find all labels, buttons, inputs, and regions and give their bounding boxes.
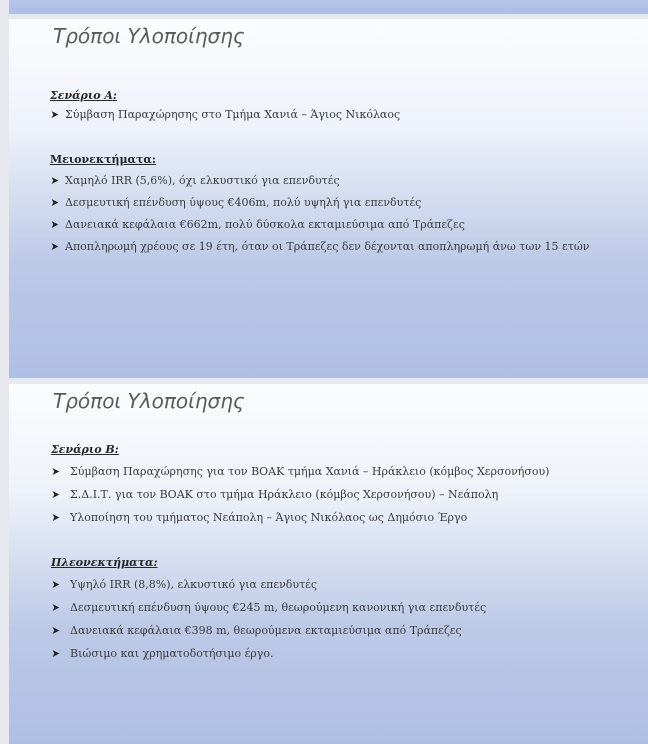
list-item: ➤ Βιώσιμο και χρηματοδοτήσιμο έργο.: [51, 647, 274, 660]
disadvantages-heading: Μειονεκτήματα:: [50, 153, 156, 166]
slide-scenario-a: [9, 19, 648, 378]
arrow-bullet-icon: ➤: [50, 196, 59, 209]
scenario-heading: Σενάριο Α:: [50, 89, 117, 102]
list-item: ➤ Σύμβαση Παραχώρησης στο Τμήμα Χανιά – Άγιος Νικόλαος: [50, 108, 401, 121]
slide-scenario-b: [9, 384, 648, 744]
list-item: ➤ Δανειακά κεφάλαια €398 m, θεωρούμενα εκταμιεύσιμα από Τράπεζες: [51, 624, 462, 637]
list-item: ➤ Υψηλό IRR (8,8%), ελκυστικό για επενδυτές: [51, 578, 318, 591]
slide-title: Τρόποι Υλοποίησης: [53, 389, 245, 413]
arrow-bullet-icon: ➤: [50, 174, 59, 187]
list-item: ➤ Σ.Δ.Ι.Τ. για τον ΒΟΑΚ στο τμήμα Ηράκλειο (κόμβος Χερσονήσου) – Νεάπολη: [51, 488, 499, 501]
advantages-heading: Πλεονεκτήματα:: [51, 556, 158, 569]
list-item: ➤ Σύμβαση Παραχώρησης για τον ΒΟΑΚ τμήμα Χανιά – Ηράκλειο (κόμβος Χερσονήσου): [51, 465, 550, 478]
arrow-bullet-icon: ➤: [51, 511, 60, 524]
list-item: ➤ Δεσμευτική επένδυση ύψους €245 m, θεωρούμενη κανονική για επενδυτές: [51, 601, 487, 614]
list-item: ➤ Αποπληρωμή χρέους σε 19 έτη, όταν οι Τράπεζες δεν δέχονται αποπληρωμή άνω των 15 ετών: [50, 240, 590, 253]
list-item: ➤ Χαμηλό IRR (5,6%), όχι ελκυστικό για επενδυτές: [50, 174, 340, 187]
arrow-bullet-icon: ➤: [50, 240, 59, 253]
arrow-bullet-icon: ➤: [51, 488, 60, 501]
slide-title: Τρόποι Υλοποίησης: [53, 24, 245, 48]
arrow-bullet-icon: ➤: [50, 108, 59, 121]
arrow-bullet-icon: ➤: [51, 601, 60, 614]
arrow-bullet-icon: ➤: [51, 465, 60, 478]
scenario-heading: Σενάριο Β:: [51, 443, 119, 456]
previous-slide-edge: [9, 0, 648, 14]
arrow-bullet-icon: ➤: [51, 578, 60, 591]
arrow-bullet-icon: ➤: [51, 624, 60, 637]
arrow-bullet-icon: ➤: [51, 647, 60, 660]
arrow-bullet-icon: ➤: [50, 218, 59, 231]
list-item: ➤ Υλοποίηση του τμήματος Νεάπολη – Άγιος Νικόλαος ως Δημόσιο Έργο: [51, 511, 468, 524]
list-item: ➤ Δανειακά κεφάλαια €662m, πολύ δύσκολα εκταμιεύσιμα από Τράπεζες: [50, 218, 465, 231]
list-item: ➤ Δεσμευτική επένδυση ύψους €406m, πολύ υψηλή για επενδυτές: [50, 196, 422, 209]
